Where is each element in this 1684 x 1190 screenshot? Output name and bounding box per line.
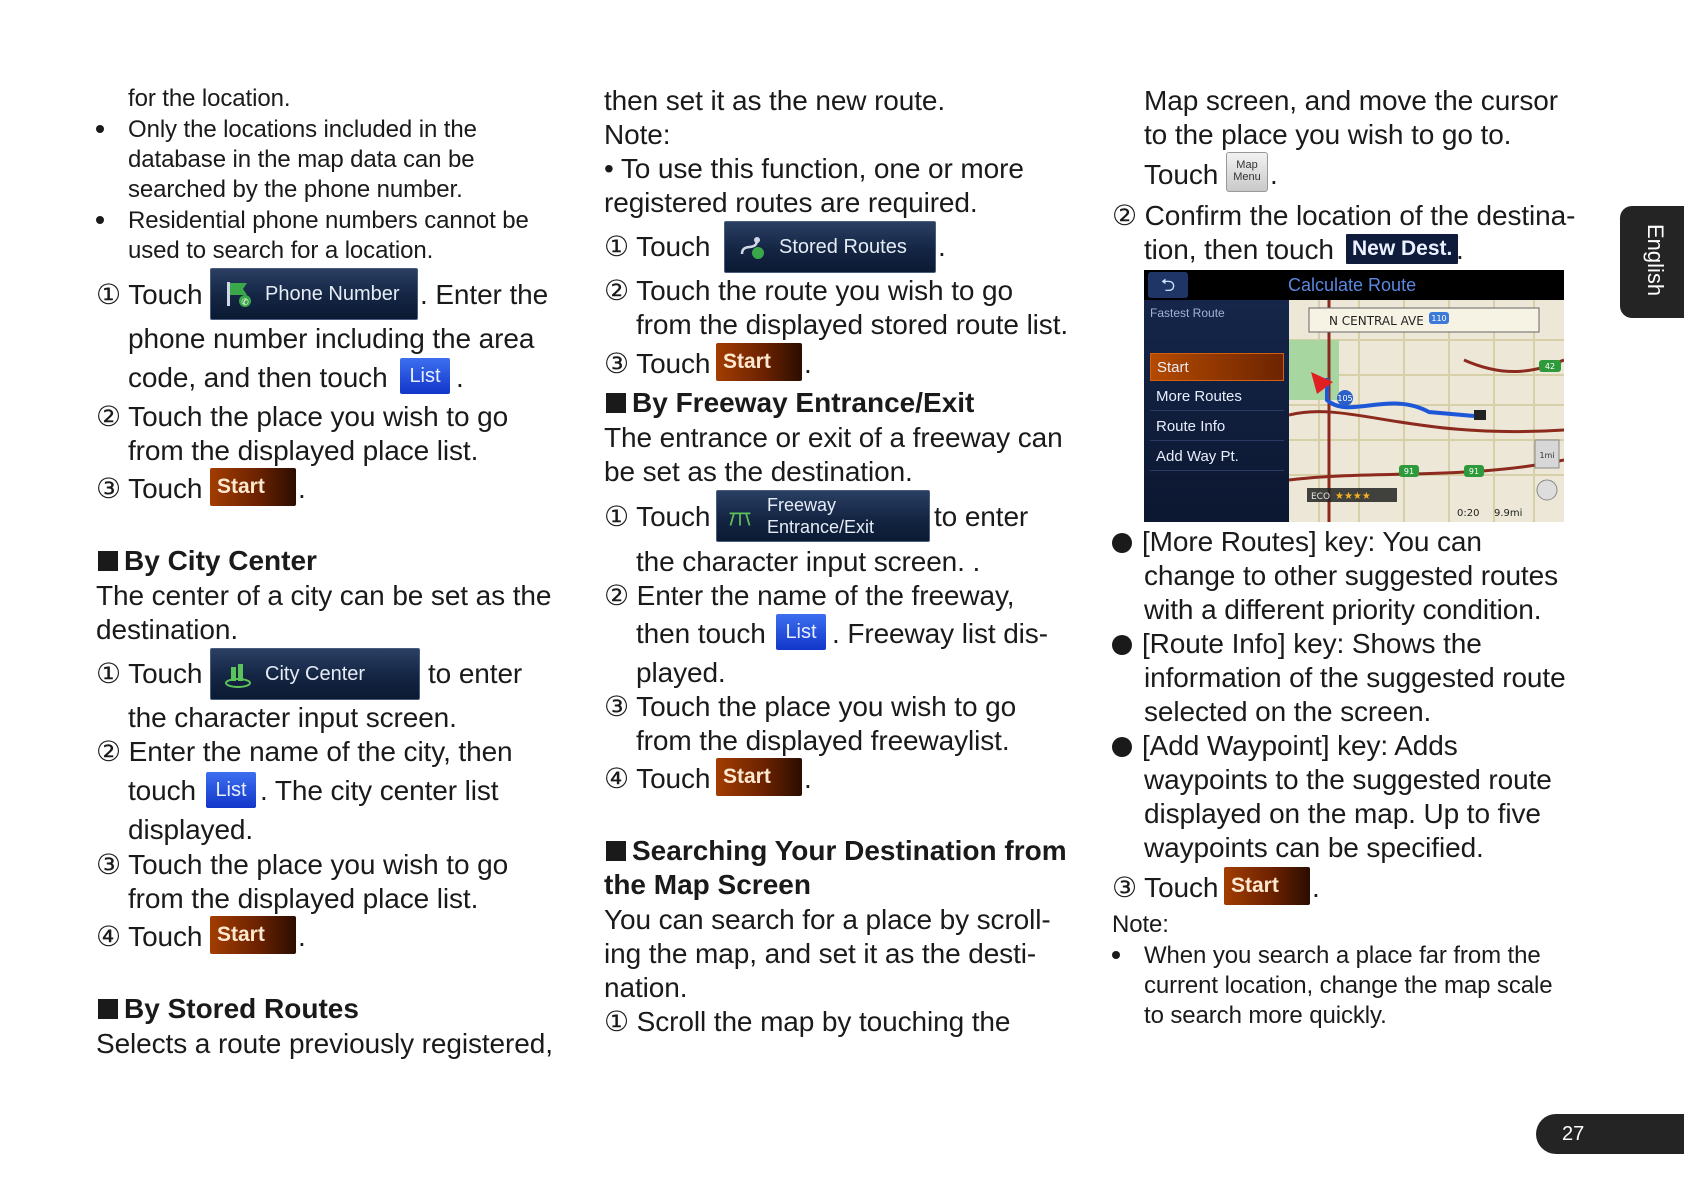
street-label: N CENTRAL AVE	[1329, 314, 1424, 328]
text-line: . Freeway list dis-	[832, 618, 1048, 649]
bullet-icon	[1112, 533, 1132, 553]
route-distance: 9.9mi	[1494, 508, 1523, 519]
bullet-icon	[1112, 951, 1120, 959]
section-heading	[98, 544, 317, 578]
bullet-icon	[96, 125, 104, 133]
text-line: database in the map data can be	[128, 146, 475, 173]
text-line: ③ Touch the place you wish to go	[604, 691, 1017, 722]
bullet-item	[1112, 627, 1482, 661]
text-line: destination.	[96, 614, 239, 645]
text-line: Residential phone numbers cannot be	[128, 207, 529, 234]
freeway-key-label-line2: Entrance/Exit	[767, 517, 875, 537]
text-line: nation.	[604, 972, 688, 1003]
text-line: ④ Touch	[604, 763, 711, 794]
menu-add-way-pt-button[interactable]: Add Way Pt.	[1150, 443, 1284, 471]
text-line: from the displayed place list.	[128, 883, 479, 914]
text-line: tion, then touch	[1144, 234, 1334, 265]
text-line: then touch	[636, 618, 766, 649]
svg-text:✆: ✆	[241, 298, 249, 308]
eco-label: ECO	[1311, 492, 1331, 502]
start-key[interactable]: Start	[716, 758, 802, 796]
text-line: ④ Touch	[96, 921, 203, 952]
shield-label: 42	[1544, 362, 1556, 371]
text-line: The entrance or exit of a freeway can	[604, 422, 1063, 453]
text-line: . Enter the	[420, 279, 549, 310]
text-line: to enter	[428, 658, 523, 689]
text-line: ③ Touch the place you wish to go	[96, 849, 509, 880]
freeway-key-label-line1: Freeway	[767, 495, 837, 515]
text-line: then set it as the new route.	[604, 85, 946, 116]
menu-more-routes-button[interactable]: More Routes	[1150, 383, 1284, 411]
text-touch: Touch	[128, 279, 203, 310]
text-line: phone number including the area	[128, 323, 535, 354]
section-heading	[606, 386, 974, 420]
step-marker: ①	[96, 279, 122, 310]
start-key[interactable]: Start	[210, 468, 296, 506]
list-key[interactable]: List	[206, 772, 256, 808]
text-line: ① Scroll the map by touching the	[604, 1006, 1011, 1037]
text-line: . The city center list	[260, 775, 499, 806]
text-line: from the displayed freewaylist.	[636, 725, 1010, 756]
text-line: for the location.	[128, 85, 291, 112]
square-bullet-icon	[606, 841, 626, 861]
page-number	[1536, 1114, 1684, 1154]
text-line: Touch	[1144, 159, 1219, 190]
text-line: displayed on the map. Up to five	[1144, 798, 1541, 829]
shield-label: 91	[1403, 467, 1415, 476]
text-line: .	[804, 348, 812, 379]
city-icon	[223, 659, 253, 689]
step-number	[96, 278, 202, 312]
text-line: ③ Touch	[96, 473, 203, 504]
bullet-icon	[1112, 737, 1132, 757]
list-key[interactable]: List	[400, 358, 450, 394]
text-line: selected on the screen.	[1144, 696, 1432, 727]
square-bullet-icon	[606, 393, 626, 413]
text-line: ② Confirm the location of the destina-	[1112, 200, 1576, 231]
bullet-item	[96, 115, 477, 145]
stored-routes-key[interactable]	[724, 221, 936, 273]
start-key[interactable]: Start	[1224, 867, 1310, 905]
text-line: played.	[636, 657, 726, 688]
text-line: .	[456, 362, 464, 393]
note-label: Note:	[604, 119, 671, 150]
new-dest-key[interactable]: New Dest.	[1346, 234, 1458, 264]
bullet-item	[1112, 729, 1458, 763]
language-tab-label: English	[1643, 224, 1668, 297]
text-line: Selects a route previously registered,	[96, 1028, 553, 1059]
text-line: current location, change the map scale	[1144, 972, 1553, 999]
route-menu	[1144, 300, 1289, 522]
text-line: with a different priority condition.	[1144, 594, 1542, 625]
section-heading	[98, 992, 359, 1026]
stored-routes-icon	[737, 232, 767, 262]
text-line: waypoints can be specified.	[1144, 832, 1484, 863]
text-line: to the place you wish to go to.	[1144, 119, 1512, 150]
calculate-route-screen	[1144, 270, 1564, 522]
text-line: registered routes are required.	[604, 187, 978, 218]
scale-label: 1mi	[1539, 451, 1555, 460]
text-line: .	[298, 473, 306, 504]
square-bullet-icon	[98, 551, 118, 571]
language-tab[interactable]	[1620, 206, 1684, 318]
text-line: change to other suggested routes	[1144, 560, 1558, 591]
map-menu-key-label: Menu	[1233, 171, 1261, 183]
text-line: from the displayed stored route list.	[636, 309, 1069, 340]
phone-number-key[interactable]	[210, 268, 418, 320]
text-line: ing the map, and set it as the desti-	[604, 938, 1037, 969]
section-heading	[606, 834, 1067, 868]
shield-label: 105	[1337, 394, 1353, 403]
bullet-item	[1112, 941, 1541, 971]
bullet-icon	[1112, 635, 1132, 655]
text-line: to enter	[934, 501, 1029, 532]
bullet-item	[96, 206, 529, 236]
shield-label: 91	[1468, 467, 1480, 476]
city-center-key-label: City Center	[265, 662, 366, 685]
menu-start-button[interactable]: Start	[1150, 353, 1284, 381]
text-line: .	[1312, 872, 1320, 903]
text-line: used to search for a location.	[128, 237, 434, 264]
eco-stars-icon: ★★★★	[1335, 491, 1371, 502]
text-line: .	[298, 921, 306, 952]
bullet-item	[1112, 525, 1482, 559]
text-line: ③ Touch	[1112, 872, 1219, 903]
phone-number-key-label: Phone Number	[265, 282, 400, 305]
stored-routes-key-label: Stored Routes	[779, 235, 907, 258]
list-key[interactable]: List	[776, 614, 826, 650]
text-line: from the displayed place list.	[128, 435, 479, 466]
text-line: ① Touch	[604, 231, 711, 262]
freeway-key-label	[767, 494, 874, 538]
text-line: the character input screen. .	[636, 546, 981, 577]
text-line: • To use this function, one or more	[604, 153, 1024, 184]
text-line: [Route Info] key: Shows the	[1142, 628, 1482, 659]
page-number-text: 27	[1562, 1122, 1585, 1145]
text-line: touch	[128, 775, 196, 806]
phone-flag-icon	[223, 279, 253, 309]
text-line: .	[938, 231, 946, 262]
heading-text: By Stored Routes	[124, 993, 359, 1024]
text-line: .	[1270, 159, 1278, 190]
text-line: The center of a city can be set as the	[96, 580, 552, 611]
bullet-icon	[96, 216, 104, 224]
text-line: [Add Waypoint] key: Adds	[1142, 730, 1458, 761]
screen-title: Calculate Route	[1288, 275, 1417, 295]
text-line: ① Touch	[96, 658, 203, 689]
text-line: information of the suggested route	[1144, 662, 1566, 693]
text-line: Only the locations included in the	[128, 116, 477, 143]
text-line: ② Touch the place you wish to go	[96, 401, 509, 432]
text-line: ② Enter the name of the city, then	[96, 736, 513, 767]
heading-text: the Map Screen	[604, 869, 811, 900]
route-map[interactable]	[1289, 300, 1564, 522]
city-center-key[interactable]	[210, 648, 420, 700]
text-line: .	[1456, 234, 1464, 265]
heading-text: By City Center	[124, 545, 317, 576]
freeway-icon	[727, 501, 753, 531]
text-line: [More Routes] key: You can	[1142, 526, 1482, 557]
start-key[interactable]: Start	[716, 343, 802, 381]
text-line: code, and then touch	[128, 362, 388, 393]
text-line: ② Touch the route you wish to go	[604, 275, 1013, 306]
note-label: Note:	[1112, 911, 1169, 938]
text-line: to search more quickly.	[1144, 1002, 1387, 1029]
screen-header	[1144, 270, 1564, 300]
text-line: Map screen, and move the cursor	[1144, 85, 1558, 116]
eta-time: 0:20	[1457, 508, 1480, 519]
text-line: waypoints to the suggested route	[1144, 764, 1552, 795]
text-line: the character input screen.	[128, 702, 457, 733]
text-line: ① Touch	[604, 501, 711, 532]
text-line: ② Enter the name of the freeway,	[604, 580, 1015, 611]
text-line: searched by the phone number.	[128, 176, 463, 203]
text-line: ③ Touch	[604, 348, 711, 379]
map-menu-key[interactable]	[1226, 152, 1268, 192]
back-button[interactable]: ⮌	[1148, 272, 1188, 298]
square-bullet-icon	[98, 999, 118, 1019]
text-line: be set as the destination.	[604, 456, 913, 487]
fastest-route-label: Fastest Route	[1150, 306, 1225, 320]
shield-label: 110	[1431, 314, 1447, 323]
start-key[interactable]: Start	[210, 916, 296, 954]
text-line: displayed.	[128, 814, 254, 845]
menu-route-info-button[interactable]: Route Info	[1150, 413, 1284, 441]
heading-text: Searching Your Destination from	[632, 835, 1067, 866]
text-line: When you search a place far from the	[1144, 942, 1541, 969]
freeway-entrance-exit-key[interactable]	[716, 490, 930, 542]
text-line: .	[804, 763, 812, 794]
compass-icon[interactable]	[1537, 480, 1557, 500]
text-line: You can search for a place by scroll-	[604, 904, 1051, 935]
heading-text: By Freeway Entrance/Exit	[632, 387, 975, 418]
map-menu-key-label: Map	[1236, 159, 1258, 171]
